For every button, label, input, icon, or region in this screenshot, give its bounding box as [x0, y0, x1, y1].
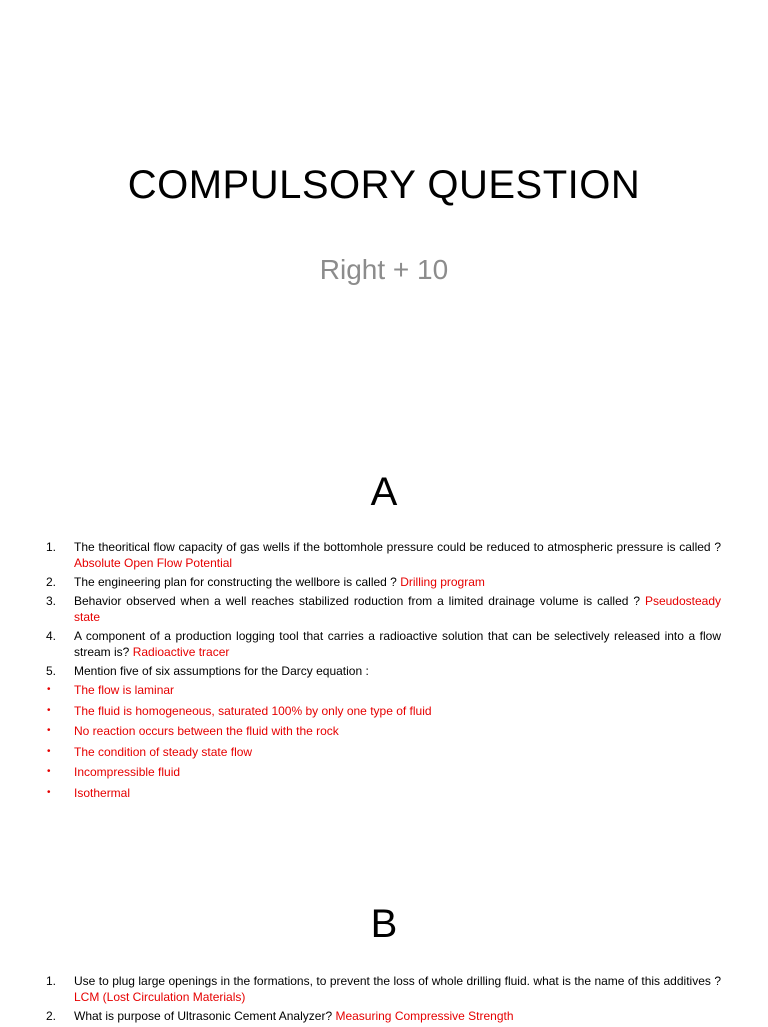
- question-number: 2.: [46, 1009, 57, 1023]
- question-item: [0, 539, 721, 571]
- question-text: Behavior observed when a well reaches stabilized roduction from a limited drainage volume is called ?: [74, 594, 645, 608]
- section-a-question-list: [0, 539, 768, 805]
- section-b-heading: B: [370, 902, 398, 946]
- slide-title: COMPULSORY QUESTION: [127, 163, 641, 207]
- bullet-icon: •: [47, 745, 51, 757]
- answer-bullet-text: No reaction occurs between the fluid with the rock: [74, 724, 339, 738]
- section-b-question-list: [0, 973, 768, 1027]
- bullet-icon: •: [47, 684, 51, 695]
- bullet-icon: •: [47, 704, 51, 716]
- answer-bullet-item: [0, 764, 721, 780]
- question-number: 4.: [46, 629, 57, 643]
- question-answer: LCM (Lost Circulation Materials): [74, 990, 246, 1004]
- bullet-icon: •: [47, 725, 51, 736]
- question-text: The theoritical flow capacity of gas wells if the bottomhole pressure could be reduced to atmospheric pressure is called ?: [74, 540, 721, 554]
- question-number: 5.: [46, 664, 57, 678]
- answer-bullet-text: The fluid is homogeneous, saturated 100% by only one type of fluid: [74, 703, 432, 718]
- answer-bullet-item: [0, 785, 721, 801]
- question-item: [0, 663, 721, 679]
- question-item: [0, 593, 721, 625]
- section-a-heading: A: [370, 470, 398, 514]
- answer-bullet-item: [0, 723, 721, 739]
- answer-bullet-text: Incompressible fluid: [74, 765, 181, 779]
- question-item: [0, 574, 721, 590]
- slide-subtitle: Right + 10: [319, 254, 449, 285]
- answer-bullet-item: [0, 682, 721, 698]
- question-number: 3.: [46, 594, 57, 608]
- question-item: [0, 973, 721, 1005]
- question-answer: Pseudosteady state: [74, 594, 721, 624]
- answer-bullet-item: [0, 703, 721, 719]
- question-text: Mention five of six assumptions for the Darcy equation :: [74, 664, 369, 678]
- answer-bullet-text: The flow is laminar: [74, 683, 175, 697]
- answer-bullet-text: The condition of steady state flow: [74, 744, 253, 759]
- question-text: A component of a production logging tool that carries a radioactive solution that can be selectively released into a flow stream is?: [74, 629, 721, 659]
- question-text: The engineering plan for constructing the wellbore is called ?: [74, 575, 401, 589]
- answer-bullet-item: [0, 744, 721, 760]
- question-number: 2.: [46, 575, 57, 589]
- answer-bullet-text: Isothermal: [74, 785, 131, 800]
- question-answer: Measuring Compressive Strength: [335, 1009, 514, 1023]
- question-item: [0, 1008, 721, 1024]
- bullet-icon: •: [47, 786, 51, 798]
- question-answer: Radioactive tracer: [132, 645, 230, 659]
- question-number: 1.: [46, 974, 57, 988]
- question-answer: Absolute Open Flow Potential: [74, 556, 233, 570]
- question-text: Use to plug large openings in the formations, to prevent the loss of whole drilling fluid. what is the name of this additives ?: [74, 974, 721, 988]
- question-text: What is purpose of Ultrasonic Cement Analyzer?: [74, 1009, 336, 1023]
- question-item: [0, 628, 721, 660]
- question-number: 1.: [46, 540, 57, 554]
- question-answer: Drilling program: [400, 575, 485, 589]
- bullet-icon: •: [47, 766, 51, 777]
